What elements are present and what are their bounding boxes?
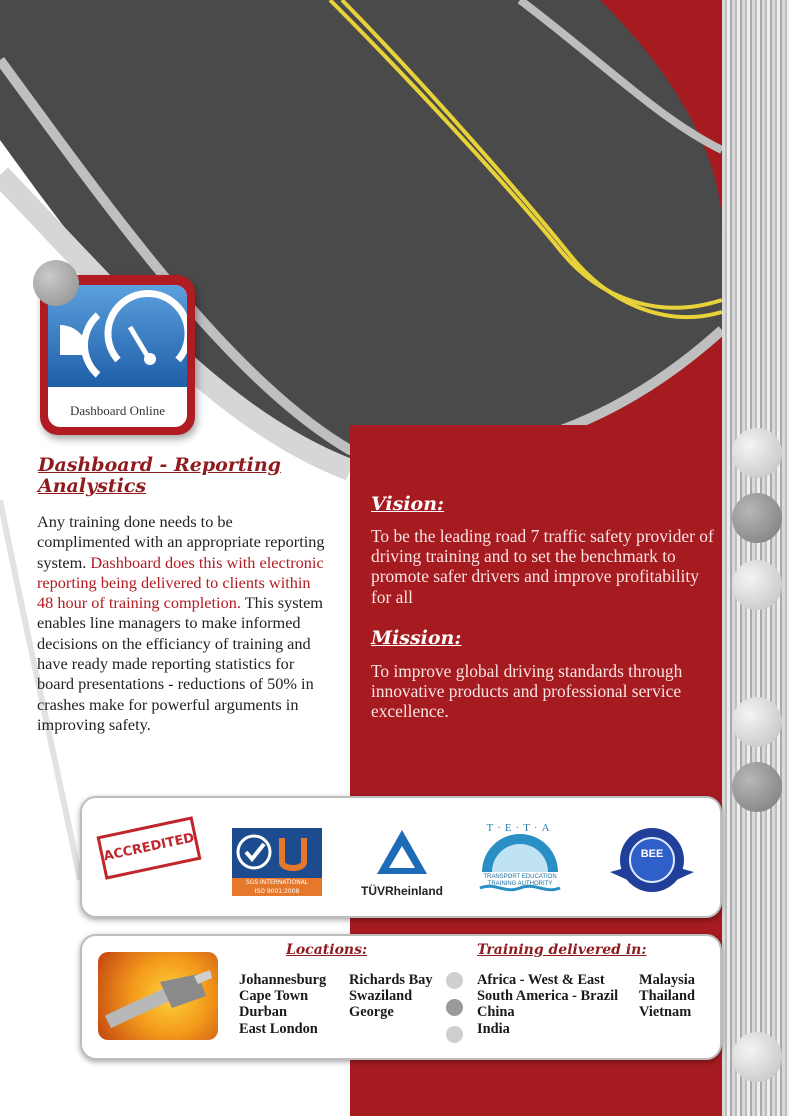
vision-text: To be the leading road 7 traffic safety provider of driving training and to set the benchmark to promote safer drivers and improve profitability for all — [371, 526, 714, 607]
tuv-triangle-icon — [357, 824, 447, 880]
training-column-1 — [477, 972, 618, 1037]
iso-check-icon — [232, 828, 322, 878]
iso-line1: SGS INTERNATIONAL — [245, 879, 309, 886]
location-item: Johannesburg — [239, 972, 327, 988]
tuv-logo — [357, 824, 447, 898]
training-item: South America - Brazil — [477, 988, 619, 1005]
training-item: Vietnam — [639, 1004, 692, 1021]
locations-heading: Locations: — [286, 942, 368, 958]
fuel-nozzle-icon — [98, 952, 218, 1040]
binder-hole — [732, 560, 782, 610]
locations-column-2 — [349, 972, 433, 1021]
location-item: Swaziland — [349, 988, 413, 1005]
dashboard-body-highlight: Dashboard does this with electronic reporting being delivered to clients within 48 hour of training completion. — [37, 552, 324, 613]
binder-hole — [732, 762, 782, 812]
bee-badge-icon — [602, 820, 702, 900]
location-item: East London — [239, 1020, 318, 1037]
locations-column-1 — [239, 972, 326, 1037]
teta-caption: TRANSPORT EDUCATION TRAINING AUTHORITY — [483, 874, 557, 887]
mission-heading: Mission: — [371, 627, 462, 649]
bee-logo — [602, 820, 702, 900]
training-item: Africa - West & East — [477, 972, 605, 988]
location-item: Richards Bay — [349, 972, 433, 988]
location-item: George — [349, 1004, 394, 1021]
binder-hole — [732, 493, 782, 543]
divider-dots — [446, 972, 463, 1053]
teta-letters: T·E·T·A — [486, 822, 554, 834]
logo-caption: Dashboard Online — [70, 403, 165, 418]
tuv-label: TÜVRheinland — [360, 884, 443, 898]
iso-line2: ISO 9001:2008 — [254, 888, 300, 895]
training-item: Thailand — [639, 988, 695, 1005]
fuel-pump-image — [98, 952, 218, 1040]
accreditations-panel — [80, 796, 722, 918]
training-heading: Training delivered in: — [477, 942, 647, 958]
dashboard-body — [37, 512, 327, 735]
logo-decor-dot — [33, 260, 79, 306]
dashboard-body-text: This system enables line managers to make informed decisions on the efficiancy of training and have ready made reporting statistics for board presentations - reductions of 50% in crashes make for powerful arguments in improving safety. — [37, 593, 323, 734]
mission-text: To improve global driving standards through innovative products and professional service excellence. — [371, 661, 683, 722]
bee-label: BEE — [640, 848, 664, 860]
divider-dot — [446, 972, 463, 989]
binder-strip — [722, 0, 789, 1116]
dashboard-heading-line2: Analystics — [38, 475, 147, 497]
binder-hole — [732, 1032, 782, 1082]
training-column-2 — [639, 972, 695, 1021]
binder-hole — [732, 697, 782, 747]
dashboard-heading-line1: Dashboard - Reporting — [38, 454, 281, 476]
location-item: Cape Town — [239, 988, 309, 1005]
teta-arch-icon — [470, 822, 570, 902]
locations-panel — [80, 934, 722, 1060]
iso-label — [232, 878, 322, 896]
training-item: Malaysia — [639, 972, 695, 988]
iso-logo — [232, 828, 322, 896]
divider-dot — [446, 1026, 463, 1043]
binder-hole — [732, 428, 782, 478]
location-item: Durban — [239, 1004, 287, 1021]
accredited-stamp: ACCREDITED — [96, 816, 201, 879]
divider-dot — [446, 999, 463, 1016]
vision-heading: Vision: — [371, 493, 445, 515]
training-item: China — [477, 1004, 515, 1021]
training-item: India — [477, 1020, 510, 1037]
dashboard-body-text: Any training done needs to be complimented with an appropriate reporting system. — [37, 512, 325, 572]
teta-logo — [470, 822, 570, 902]
dashboard-heading — [38, 455, 328, 497]
